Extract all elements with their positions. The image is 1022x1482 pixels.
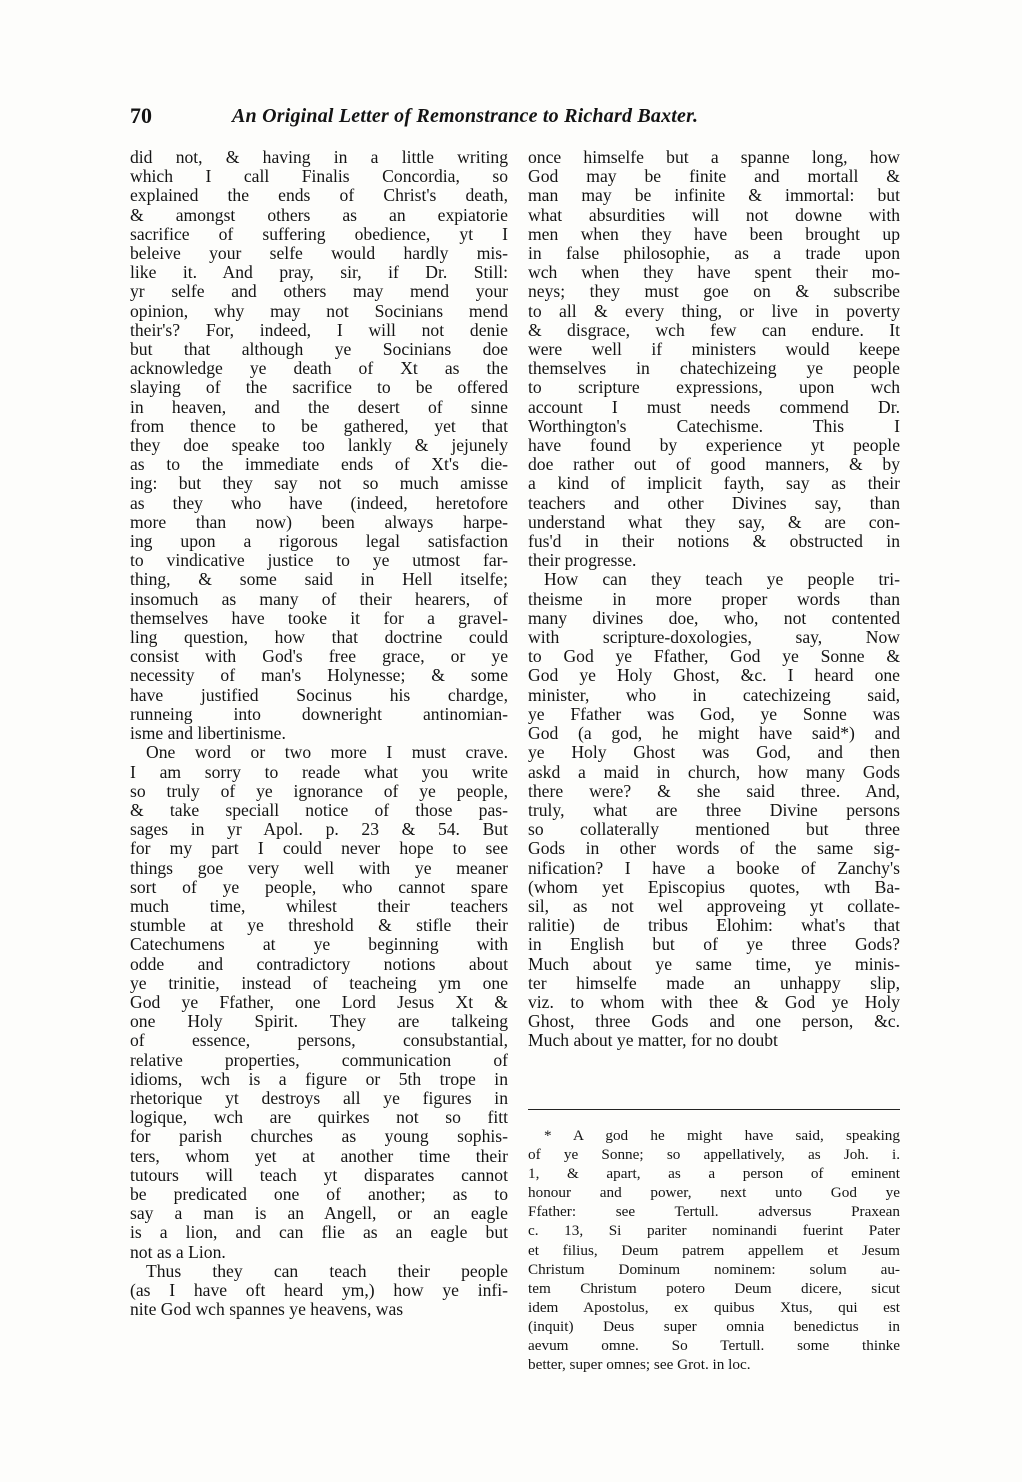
text-line: ralitie) de tribus Elohim: what's that [528, 915, 900, 936]
text-line: truly, what are three Divine persons [528, 799, 900, 820]
text-line: beleive your selfe would hardly mis- [130, 243, 508, 264]
text-line: Christum Dominum nominem: solum au- [528, 1260, 900, 1278]
text-line: & amongst others as an expiatorie [130, 204, 508, 225]
text-line: have justified Socinus his chardge, [130, 684, 508, 705]
text-line: for parish churches as young sophis- [130, 1126, 508, 1147]
text-line: a kind of implicit fayth, say as their [528, 473, 900, 494]
text-line: themselves in chatechizeing ye people [528, 358, 900, 379]
text-line: ye Holy Ghost was God, and then [528, 742, 900, 763]
text-line: ye Ffather was God, ye Sonne was [528, 703, 900, 724]
text-line: God (a god, he might have said*) and [528, 723, 900, 744]
text-line: ters, whom yet at another time their [130, 1145, 508, 1166]
text-line: sil, as not wel approveing yt collate- [528, 895, 900, 916]
text-line: necessity of man's Holynesse; & some [130, 665, 508, 686]
text-line: to all & every thing, or live in poverty [528, 300, 900, 321]
text-line: one Holy Spirit. They are talkeing [130, 1011, 508, 1032]
text-line: men when they have been brought up [528, 223, 900, 244]
text-line: much time, whilest their teachers [130, 895, 508, 916]
text-line: be predicated one of another; as to [130, 1183, 508, 1204]
text-line: understand what they say, & are con- [528, 511, 900, 532]
text-line: doe rather out of good manners, & by [528, 454, 900, 475]
text-line: Ghost, three Gods and one person, &c. [528, 1011, 900, 1032]
text-line: rhetorique yt destroys all ye figures in [130, 1087, 508, 1108]
text-line: Much about ye matter, for no doubt [528, 1030, 778, 1051]
text-line: ing upon a rigorous legal satisfaction [130, 531, 508, 552]
text-line: ye trinitie, instead of teacheing ym one [130, 972, 508, 993]
text-line: odde and contradictory notions about [130, 953, 508, 974]
text-line: I am sorry to reade what you write [130, 761, 508, 782]
text-line: honour and power, next unto God ye [528, 1184, 900, 1202]
text-line: (as I have oft heard ym,) how ye infi- [130, 1279, 508, 1300]
text-line: there were? & she said three. And, [528, 780, 900, 801]
text-line: things goe very well with ye meaner [130, 857, 508, 878]
text-line: Catechumens at ye beginning with [130, 934, 508, 955]
text-line: as they who have (indeed, heretofore [130, 492, 508, 513]
footnote-divider [528, 1109, 900, 1110]
text-line: sort of ye people, who cannot spare [130, 876, 508, 897]
text-line: Thus they can teach their people [146, 1260, 508, 1281]
text-line: God ye Ffather, one Lord Jesus Xt & [130, 991, 508, 1012]
text-line: ter himselfe made an unhappy slip, [528, 972, 900, 993]
text-line: like it. And pray, sir, if Dr. Still: [130, 262, 508, 283]
text-line: logique, wch are quirkes not so fitt [130, 1107, 508, 1128]
running-head: An Original Letter of Remonstrance to Richard Baxter. [232, 105, 699, 127]
text-line: insomuch as many of their hearers, of [130, 588, 508, 609]
text-line: but that although ye Socinians doe [130, 339, 508, 360]
text-line: say a man is an Angell, or an eagle [130, 1203, 508, 1224]
text-line: tem Christum potero Deum dicere, sicut [528, 1279, 900, 1297]
text-line: so collaterally mentioned but three [528, 819, 900, 840]
text-line: (inquit) Deus super omnia benedictus in [528, 1317, 900, 1335]
text-line: in heaven, and the desert of sinne [130, 396, 508, 417]
text-line: Worthington's Catechisme. This I [528, 415, 900, 436]
text-line: thing, & some said in Hell itselfe; [130, 569, 508, 590]
text-line: were well if ministers would keepe [528, 339, 900, 360]
text-line: so truly of ye ignorance of ye people, [130, 780, 508, 801]
text-line: teachers and other Divines say, than [528, 492, 900, 513]
text-line: acknowledge ye death of Xt as the [130, 358, 508, 379]
text-line: in English but of ye three Gods? [528, 934, 900, 955]
text-line: isme and libertinisme. [130, 723, 286, 744]
text-line: idem Apostolus, ex quibus Xtus, qui est [528, 1298, 900, 1316]
text-line: neys; they must goe on & subscribe [528, 281, 900, 302]
text-line: yr selfe and others may mend your [130, 281, 508, 302]
text-line: stumble at ye threshold & stifle their [130, 915, 508, 936]
text-line: idioms, wch is a figure or 5th trope in [130, 1068, 508, 1089]
text-line: with scripture-doxologies, say, Now [528, 627, 900, 648]
text-line: once himselfe but a spanne long, how [528, 147, 900, 167]
text-line: to God ye Ffather, God ye Sonne & [528, 646, 900, 667]
text-line: ling question, how that doctrine could [130, 627, 508, 648]
text-line: 1, & apart, as a person of eminent [528, 1165, 900, 1183]
text-line: account I must needs commend Dr. [528, 396, 900, 417]
text-line: aevum omne. So Tertull. some thinke [528, 1337, 900, 1355]
text-line: slaying of the sacrifice to be offered [130, 377, 508, 398]
text-line: minister, who in catechizeing said, [528, 684, 900, 705]
text-line: Much about ye same time, ye minis- [528, 953, 900, 974]
text-line: God ye Holy Ghost, &c. I heard one [528, 665, 900, 686]
text-line: (whom yet Episcopius quotes, wth Ba- [528, 876, 900, 897]
text-line: theisme in more proper words than [528, 588, 900, 609]
text-line: Ffather: see Tertull. adversus Praxean [528, 1203, 900, 1221]
text-line: is a lion, and can flie as an eagle but [130, 1222, 508, 1243]
text-line: not as a Lion. [130, 1241, 226, 1262]
text-line: better, super omnes; see Grot. in loc. [528, 1356, 751, 1374]
text-line: ing: but they say not so much amisse [130, 473, 508, 494]
text-line: nification? I have a booke of Zanchy's [528, 857, 900, 878]
text-line: their's? For, indeed, I will not denie [130, 319, 508, 340]
text-line: * A god he might have said, speaking [544, 1127, 900, 1144]
right-column [528, 148, 900, 1051]
left-column [130, 148, 508, 1319]
page-number: 70 [130, 103, 152, 128]
footnote [528, 1126, 900, 1374]
text-line: How can they teach ye people tri- [544, 569, 900, 590]
text-line: nite God wch spannes ye heavens, was [130, 1299, 404, 1320]
text-line: runneing into downeright antinomian- [130, 703, 508, 724]
text-line: of essence, persons, consubstantial, [130, 1030, 508, 1051]
text-line: c. 13, Si pariter nominandi fuerint Pater [528, 1222, 900, 1240]
text-line: viz. to whom with thee & God ye Holy [528, 991, 900, 1012]
text-line: man may be infinite & immortal: but [528, 185, 900, 206]
text-line: et filius, Deum patrem appellem et Jesum [528, 1241, 900, 1259]
text-line: opinion, why may not Socinians mend [130, 300, 508, 321]
text-line: which I call Finalis Concordia, so [130, 166, 508, 187]
text-line: tutours will teach yt disparates cannot [130, 1164, 508, 1185]
text-line: sages in yr Apol. p. 23 & 54. But [130, 819, 508, 840]
text-line: askd a maid in church, how many Gods [528, 761, 900, 782]
text-line: to vindicative justice to ye utmost far- [130, 550, 508, 571]
text-line: relative properties, communication of [130, 1049, 508, 1070]
text-line: what absurdities will not downe with [528, 204, 900, 225]
text-line: consist with God's free grace, or ye [130, 646, 508, 667]
text-line: many divines doe, who, not contented [528, 607, 900, 628]
text-line: & disgrace, wch few can endure. It [528, 319, 900, 340]
text-line: sacrifice of suffering obedience, yt I [130, 223, 508, 244]
text-line: more than now) been always harpe- [130, 511, 508, 532]
text-line: Gods in other words of the same sig- [528, 838, 900, 859]
text-line: in false philosophie, as a trade upon [528, 243, 900, 264]
text-line: for my part I could never hope to see [130, 838, 508, 859]
text-line: explained the ends of Christ's death, [130, 185, 508, 206]
text-line: they doe speake too lankly & jejunely [130, 435, 508, 456]
text-line: from thence to be gathered, yet that [130, 415, 508, 436]
text-line: as to the immediate ends of Xt's die- [130, 454, 508, 475]
text-line: themselves have tooke it for a gravel- [130, 607, 508, 628]
text-line: God may be finite and mortall & [528, 166, 900, 187]
text-line: have found by experience yt people [528, 435, 900, 456]
text-line: their progresse. [528, 550, 637, 571]
text-line: wch when they have spent their mo- [528, 262, 900, 283]
text-line: of ye Sonne; so appellatively, as Joh. i. [528, 1146, 900, 1164]
text-line: fus'd in their notions & obstructed in [528, 531, 900, 552]
text-line: One word or two more I must crave. [146, 742, 508, 763]
text-line: to scripture expressions, upon wch [528, 377, 900, 398]
text-line: did not, & having in a little writing [130, 147, 508, 167]
text-line: & take speciall notice of those pas- [130, 799, 508, 820]
